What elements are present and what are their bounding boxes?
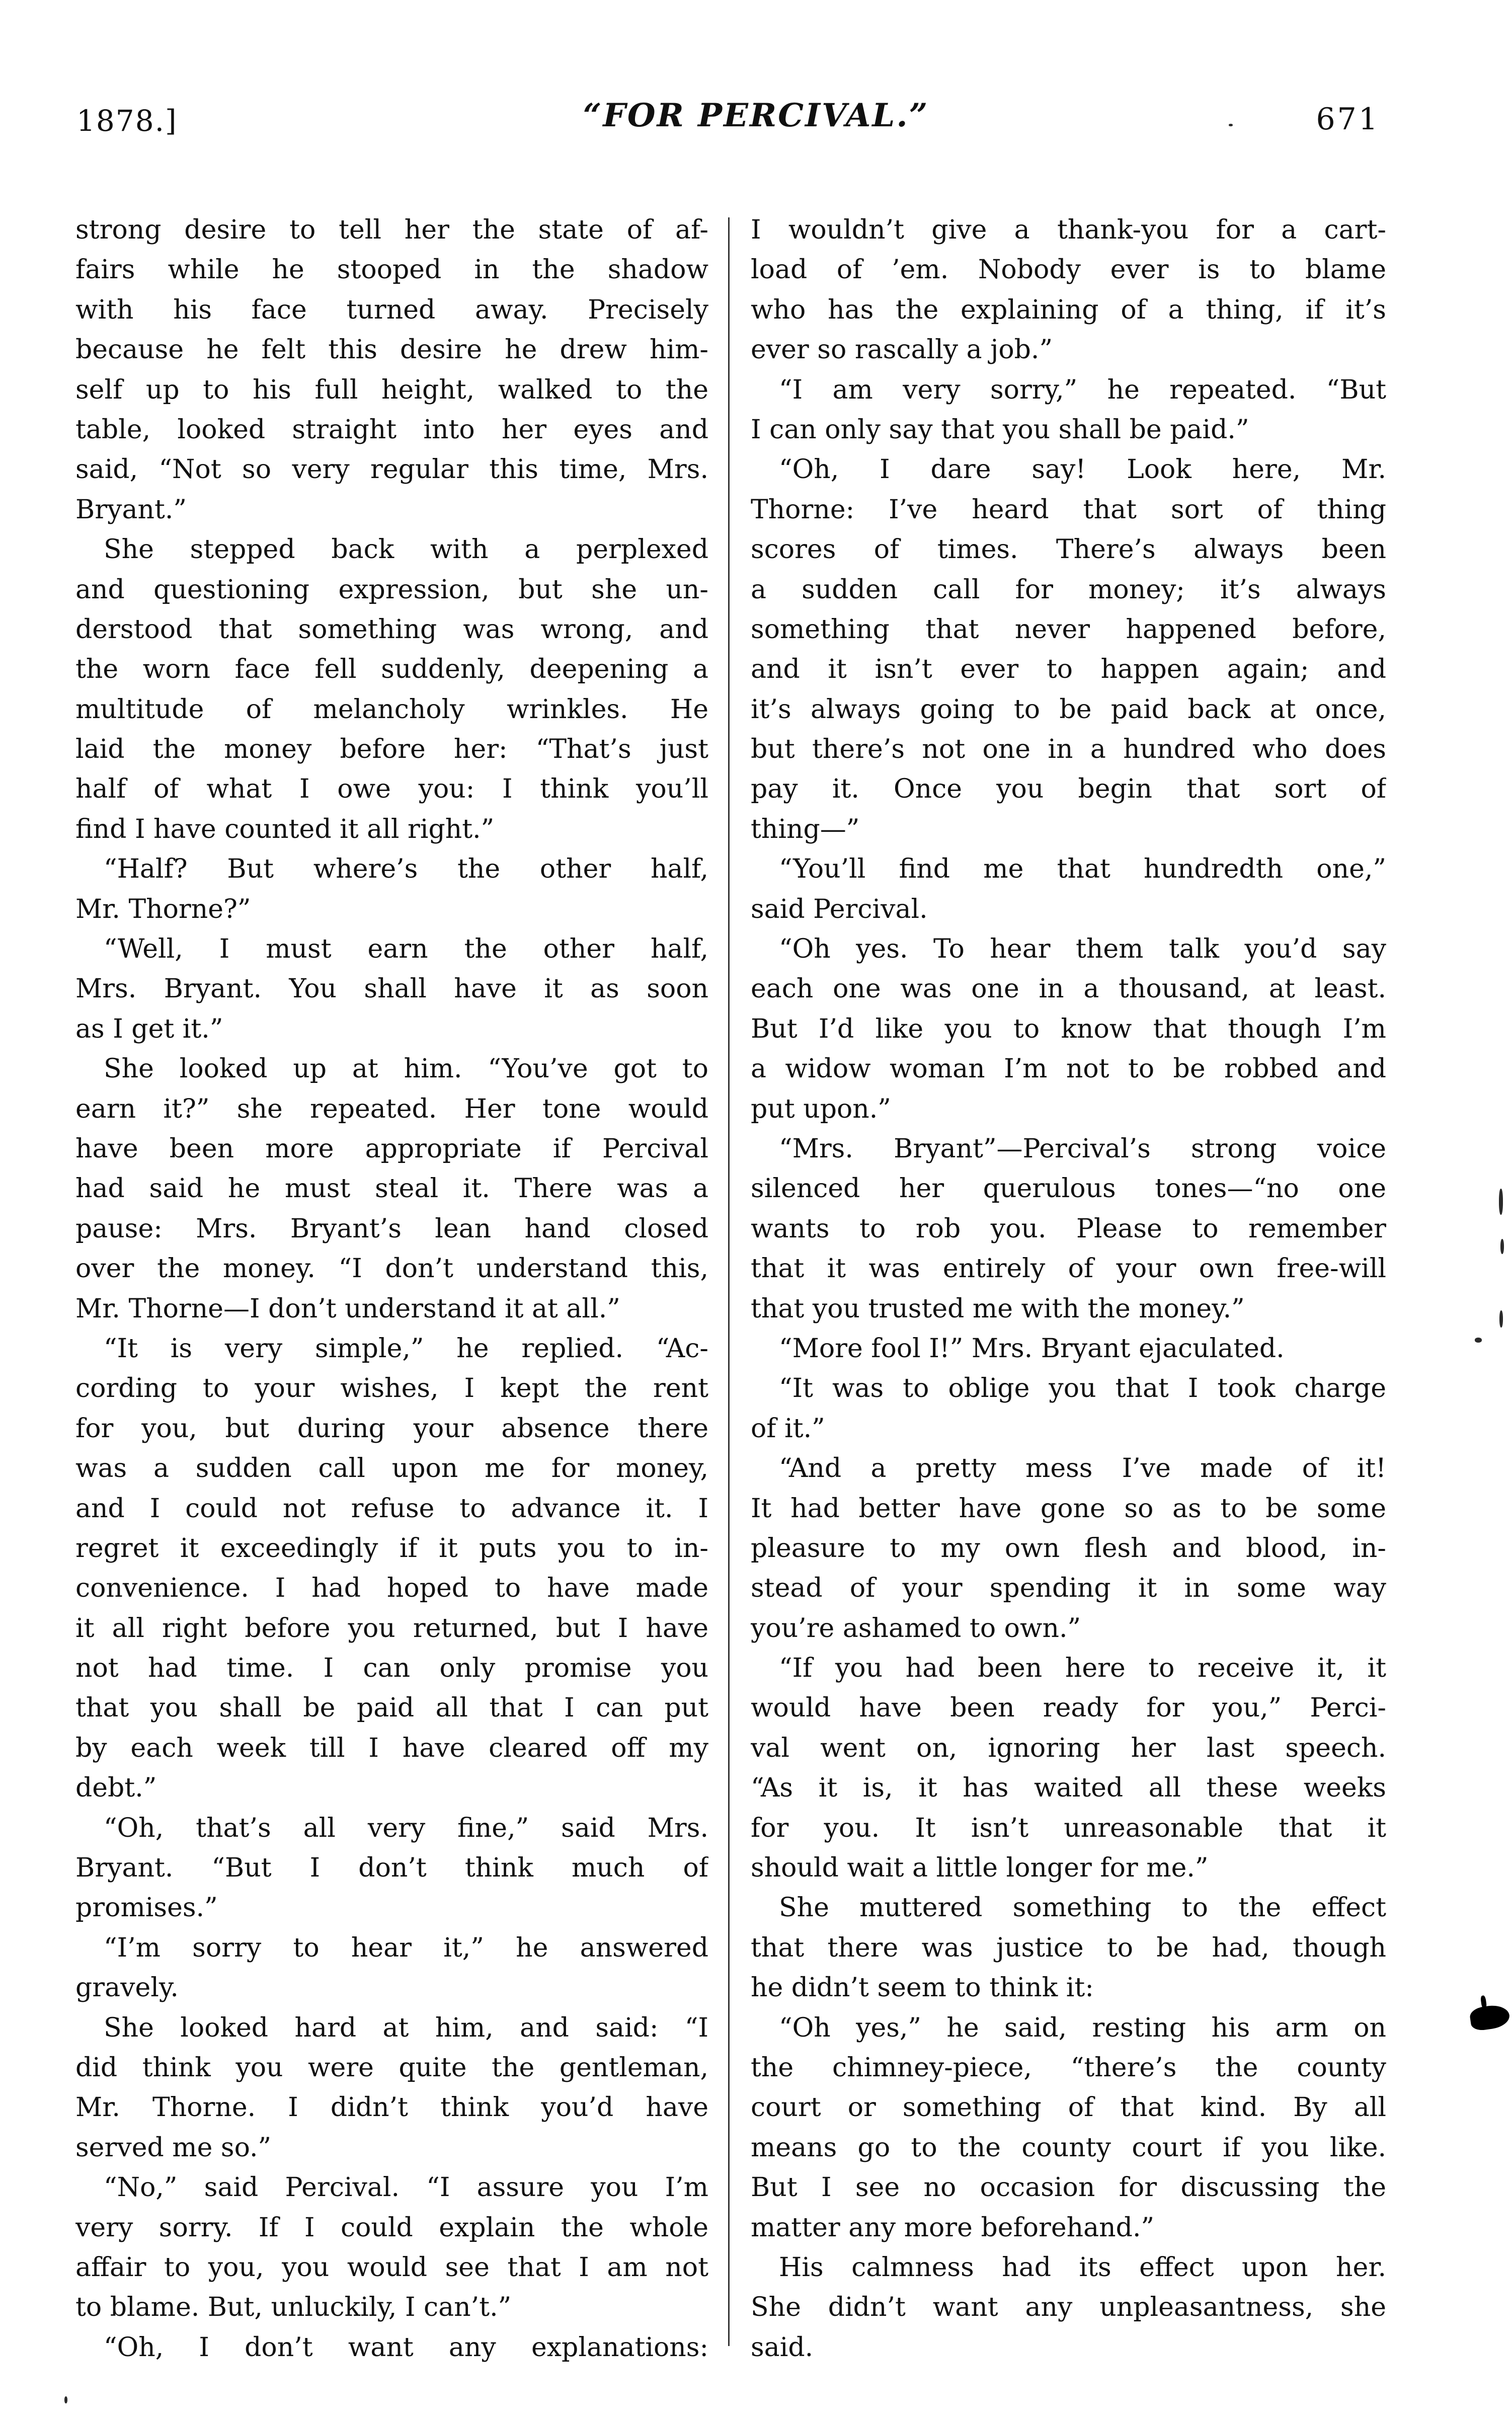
text-line: very sorry. If I could explain the whole [75, 2212, 708, 2243]
text-line: earn it?” she repeated. Her tone would [75, 1094, 708, 1124]
text-line: “More fool I!” Mrs. Bryant ejaculated. [779, 1333, 1285, 1364]
text-line: served me so.” [75, 2132, 272, 2163]
text-line: stead of your spending it in some way [751, 1573, 1386, 1604]
text-line: load of ’em. Nobody ever is to blame [751, 255, 1386, 285]
text-line: pay it. Once you begin that sort of [751, 774, 1386, 805]
text-line: something that never happened before, [751, 614, 1386, 645]
text-line: by each week till I have cleared off my [75, 1733, 708, 1763]
text-line: that you shall be paid all that I can put [75, 1693, 708, 1724]
text-line: that there was justice to be had, though [751, 1932, 1386, 1963]
text-line: a widow woman I’m not to be robbed and [751, 1054, 1386, 1084]
text-line: But I see no occasion for discussing the [751, 2172, 1386, 2203]
scan-speck [64, 2396, 67, 2403]
text-line: scores of times. There’s always been [751, 534, 1386, 565]
text-line: who has the explaining of a thing, if it’s [751, 294, 1386, 325]
text-line: would have been ready for you,” Perci- [751, 1693, 1386, 1724]
text-line: each one was one in a thousand, at least. [751, 974, 1386, 1004]
text-line: the worn face fell suddenly, deepening a [75, 654, 708, 685]
text-line: multitude of melancholy wrinkles. He [75, 694, 708, 725]
text-line: matter any more beforehand.” [751, 2212, 1155, 2243]
text-line: I can only say that you shall be paid.” [751, 414, 1249, 445]
text-line: pleasure to my own flesh and blood, in- [751, 1533, 1386, 1564]
text-line: said, “Not so very regular this time, Mrs. [75, 454, 708, 485]
text-column-right [751, 210, 1386, 2368]
text-line: means go to the county court if you like. [751, 2132, 1386, 2163]
text-line: gravely. [75, 1973, 179, 2003]
column-divider-rule [728, 217, 730, 2346]
text-line: She muttered something to the effect [779, 1893, 1386, 1923]
header-year: 1878.] [76, 104, 178, 138]
text-line: debt.” [75, 1773, 157, 1804]
text-line: Bryant. “But I don’t think much of [75, 1853, 708, 1884]
text-line: Mr. Thorne—I don’t understand it at all.” [75, 1293, 620, 1324]
text-line: should wait a little longer for me.” [751, 1853, 1209, 1884]
text-line: but there’s not one in a hundred who does [751, 734, 1386, 765]
text-line: It had better have gone so as to be some [751, 1493, 1386, 1524]
text-line: “And a pretty mess I’ve made of it! [779, 1453, 1386, 1484]
text-line: over the money. “I don’t understand this, [75, 1254, 708, 1284]
text-line: pause: Mrs. Bryant’s lean hand closed [75, 1213, 708, 1244]
text-line: “You’ll find me that hundredth one,” [779, 854, 1386, 885]
text-line: he didn’t seem to think it: [751, 1973, 1094, 2003]
text-line: Mr. Thorne?” [75, 894, 251, 924]
text-line: She looked hard at him, and said: “I [104, 2012, 708, 2043]
text-line: fairs while he stooped in the shadow [75, 255, 708, 285]
text-line: val went on, ignoring her last speech. [751, 1733, 1386, 1763]
text-line: “Half? But where’s the other half, [104, 854, 708, 885]
text-line: said. [751, 2332, 814, 2363]
text-line: because he felt this desire he drew him- [75, 335, 708, 365]
text-line: did think you were quite the gentleman, [75, 2052, 708, 2083]
scan-speck [1499, 1310, 1503, 1328]
text-line: “Oh yes,” he said, resting his arm on [779, 2012, 1386, 2043]
text-line: promises.” [75, 1893, 218, 1923]
text-line: that it was entirely of your own free-will [751, 1254, 1386, 1284]
text-line: She stepped back with a perplexed [104, 534, 708, 565]
text-line: and it isn’t ever to happen again; and [751, 654, 1386, 685]
text-column-left [75, 210, 708, 2368]
text-line: “I’m sorry to hear it,” he answered [104, 1932, 708, 1963]
text-line: a sudden call for money; it’s always [751, 574, 1386, 605]
text-line: “Mrs. Bryant”—Percival’s strong voice [779, 1133, 1386, 1164]
text-line: strong desire to tell her the state of af- [75, 215, 708, 245]
text-line: “No,” said Percival. “I assure you I’m [104, 2172, 708, 2203]
text-line: “I am very sorry,” he repeated. “But [779, 374, 1386, 405]
text-line: self up to his full height, walked to the [75, 374, 708, 405]
text-line: ever so rascally a job.” [751, 335, 1053, 365]
text-line: “It is very simple,” he replied. “Ac- [104, 1333, 708, 1364]
text-line: Bryant.” [75, 494, 187, 525]
running-head [0, 97, 1512, 152]
text-line: But I’d like you to know that though I’m [751, 1013, 1386, 1044]
text-line: and questioning expression, but she un- [75, 574, 708, 605]
text-line: as I get it.” [75, 1013, 223, 1044]
text-line: She looked up at him. “You’ve got to [104, 1054, 708, 1084]
text-line: “As it is, it has waited all these weeks [751, 1773, 1386, 1804]
text-line: “If you had been here to receive it, it [779, 1653, 1386, 1684]
text-line: Thorne: I’ve heard that sort of thing [751, 494, 1386, 525]
text-line: you’re ashamed to own.” [751, 1613, 1081, 1644]
text-line: laid the money before her: “That’s just [75, 734, 708, 765]
text-line: His calmness had its effect upon her. [779, 2252, 1386, 2283]
text-line: the chimney-piece, “there’s the county [751, 2052, 1386, 2083]
scan-speck [1475, 1338, 1482, 1343]
page-number: 671 [1316, 102, 1380, 137]
text-line: for you, but during your absence there [75, 1413, 708, 1444]
text-line: Mrs. Bryant. You shall have it as soon [75, 974, 708, 1004]
text-line: thing—” [751, 814, 860, 844]
text-line: it’s always going to be paid back at once, [751, 694, 1386, 725]
text-line: had said he must steal it. There was a [75, 1174, 708, 1204]
ink-blot [1469, 2003, 1511, 2032]
text-line: “Well, I must earn the other half, [104, 934, 708, 965]
text-line: that you trusted me with the money.” [751, 1293, 1245, 1324]
text-line: have been more appropriate if Percival [75, 1133, 708, 1164]
text-line: not had time. I can only promise you [75, 1653, 708, 1684]
text-line: was a sudden call upon me for money, [75, 1453, 708, 1484]
text-line: “It was to oblige you that I took charge [779, 1373, 1386, 1404]
text-line: convenience. I had hoped to have made [75, 1573, 708, 1604]
text-line: silenced her querulous tones—“no one [751, 1174, 1386, 1204]
text-line: put upon.” [751, 1094, 891, 1124]
text-line: it all right before you returned, but I have [75, 1613, 708, 1644]
page-title: “FOR PERCIVAL.” [583, 97, 929, 134]
text-line: of it.” [751, 1413, 825, 1444]
text-line: with his face turned away. Precisely [75, 294, 708, 325]
text-line: table, looked straight into her eyes and [75, 414, 708, 445]
text-line: cording to your wishes, I kept the rent [75, 1373, 708, 1404]
text-line: for you. It isn’t unreasonable that it [751, 1813, 1386, 1843]
text-line: to blame. But, unluckily, I can’t.” [75, 2292, 512, 2323]
text-line: wants to rob you. Please to remember [751, 1213, 1386, 1244]
text-line: “Oh, that’s all very fine,” said Mrs. [104, 1813, 708, 1843]
text-line: half of what I owe you: I think you’ll [75, 774, 708, 805]
text-line: “Oh, I don’t want any explanations: [104, 2332, 708, 2363]
scan-speck [1500, 1239, 1504, 1254]
text-line: affair to you, you would see that I am not [75, 2252, 708, 2283]
text-line: and I could not refuse to advance it. I [75, 1493, 708, 1524]
text-line: I wouldn’t give a thank-you for a cart- [751, 215, 1386, 245]
text-line: She didn’t want any unpleasantness, she [751, 2292, 1386, 2323]
text-line: “Oh yes. To hear them talk you’d say [779, 934, 1386, 965]
scan-speck [1499, 1189, 1503, 1215]
text-line: regret it exceedingly if it puts you to in- [75, 1533, 708, 1564]
scan-speck [1229, 124, 1233, 126]
text-line: find I have counted it all right.” [75, 814, 495, 844]
text-line: court or something of that kind. By all [751, 2092, 1386, 2123]
text-line: “Oh, I dare say! Look here, Mr. [779, 454, 1386, 485]
text-line: Mr. Thorne. I didn’t think you’d have [75, 2092, 708, 2123]
text-line: derstood that something was wrong, and [75, 614, 708, 645]
text-line: said Percival. [751, 894, 928, 924]
